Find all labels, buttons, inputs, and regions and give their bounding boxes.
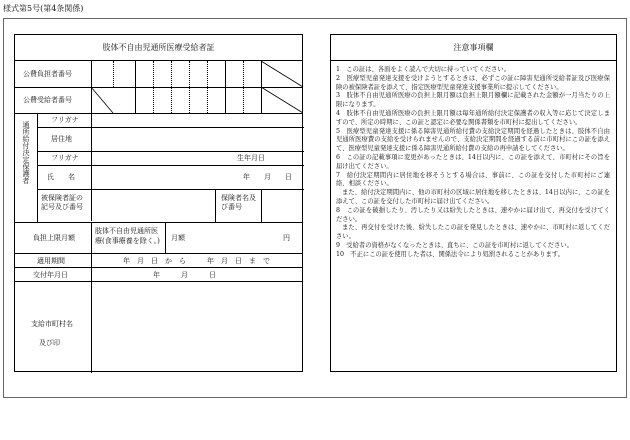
insurer-no-label: 保険者名及び番号 [221,194,256,211]
public-payer-no-label: 公費負担者番号 [23,70,72,78]
issue-date-label: 交付年月日 [33,271,68,279]
yen-label: 円 [283,234,290,242]
notes-list [336,66,610,260]
public-recipient-no-label: 公費受給者番号 [23,96,72,104]
notes-title: 注意事項欄 [331,35,616,61]
note-item: 9 受給者の資格がなくなったときは、直ちに、この証を市町村に返してください。 [336,241,573,249]
note-item: また、再交付を受けた後、紛失したこの証を発見したときは、速やかに、市町村に返してください。 [336,224,610,241]
note-item: 8 この証を破損したり、汚したり又は紛失したときは、速やかに届け出て、再交付を受けてください。 [336,206,610,223]
notes-card [330,34,617,372]
note-item: 6 この証の記載事項に変更があったときは、14日以内に、この証を添えて、市町村にその旨を届け出てください。 [336,153,610,170]
card-title: 肢体不自由児通所医療受給者証 [15,35,302,61]
furigana2-label: フリガナ [51,154,79,162]
insured-card-label: 被保険者証の記号及び番号 [41,194,83,211]
valid-period-label: 適用期間 [37,257,65,265]
note-item: 2 医療型児童発達支援を受けようとするときは、必ずこの証に障害児通所受給者証及び医療保険の被保険者証を添えて、指定医療型児童発達支援事業所に提示してください。 [336,74,610,91]
form-id: 様式第5号(第4条関係) [3,4,84,13]
note-item: 4 肢体不自由児通所医療の負担上限月額は毎年通所給付決定保護者の収入等に応じて決定しますので、所定の時期に、この証と認定に必要な関係書類を市町村に提出してください。 [336,109,610,126]
name-label: 氏 名 [47,173,75,181]
recipient-card [14,34,303,372]
note-item: また、給付決定期間内に、他の市町村の区域に居住地を移したときは、14日以内に、この証を添えて、この証を交付した市町村に届け出てください。 [336,189,610,205]
guardian-group-label: 通所給付決定保護者 [22,121,30,184]
copay-limit-label: 負担上限月額 [33,234,75,242]
copay-desc: 肢体不自由児通所医療(食事療養を除く。) [95,227,160,245]
monthly-label: 月額 [171,234,185,242]
note-item: 7 給付決定期間内に居住地を移そうとする場合は、事前に、この証を交付した市町村にご連絡、相談ください。 [336,171,610,188]
note-item: 10 不正にこの証を使用した者は、関係法令により処罰されることがあります。 [336,250,564,258]
address-label: 居住地 [51,135,72,143]
furigana-label: フリガナ [51,116,79,124]
municipality-label: 支給市町村名 [31,320,73,328]
valid-period-value: 年 月 日 か ら 年 月 日 ま で [123,257,270,265]
note-item: 5 医療型児童発達支援に係る障害児通所給付費の支給決定期間を経過したときは、肢体不自由児通所医療費の支給を受けられませんので、支給決定期間を経過する前に市町村にこの証を添えて、医療型児童発達支援に係る障害児通所給付費の支給の再申請をしてください。 [336,127,610,153]
note-item: 3 肢体不自由児通所医療の負担上限月額は負担上限月額欄に記載された金額が一月当たりの上限になります。 [336,92,610,109]
birthdate-label: 生年月日 [237,154,265,162]
note-item: 1 この証は、各面をよく読んで大切に持っていてください。 [336,66,511,73]
birthdate-value: 年 月 日 [243,173,292,181]
issue-date-value: 年 月 日 [153,271,216,279]
seal-label: 及び印 [39,339,60,347]
